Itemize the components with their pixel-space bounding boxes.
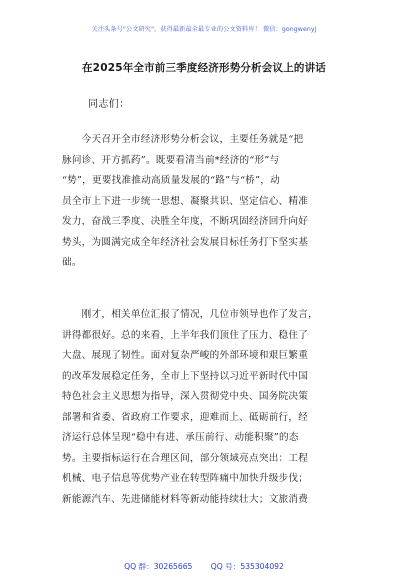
document-title: 在2025年全市前三季度经济形势分析会议上的讲话	[81, 62, 327, 74]
paragraph-line: 础。	[62, 257, 82, 268]
paragraph-line: 脉问诊、开方抓药”。既要看清当前*经济的“形”与	[62, 154, 280, 166]
paragraph-line: “势”，更要找准推动高质量发展的“路”与“桥”，动	[62, 175, 280, 186]
footer-qq-number: QQ 号：535304092	[210, 562, 284, 571]
paragraph-line: 员全市上下进一步统一思想、凝聚共识、坚定信心、精准	[62, 195, 309, 207]
paragraph-line: 今天召开全市经济形势分析会议，主要任务就是“把	[62, 134, 304, 145]
paragraph-line: 发力，奋战三季度、决胜全年度，不断巩固经济回升向好	[62, 216, 309, 227]
paragraph-line: 大盘、展现了韧性。面对复杂严峻的外部环境和艰巨繁重	[62, 350, 309, 361]
header-promo-note: 关注头条号"公文研究"，获得最新最全最专业的公文资料库！ 微信：gongwenyj	[91, 26, 317, 33]
paragraph-1	[62, 130, 346, 274]
paragraph-line: 的改革发展稳定任务，全市上下坚持以习近平新时代中国	[62, 370, 309, 382]
paragraph-line: 刚才，相关单位汇报了情况，几位市领导也作了发言，	[62, 309, 318, 320]
paragraph-line: 机械、电子信息等优势产业在转型阵痛中加快升级步伐；	[62, 473, 309, 484]
paragraph-2	[62, 305, 346, 510]
paragraph-line: 势。主要指标运行在合理区间，部分领域亮点突出：工程	[62, 452, 309, 464]
greeting: 同志们：	[88, 99, 130, 110]
footer-contact	[0, 561, 408, 572]
paragraph-line: 济运行总体呈现“稳中有进、承压前行、动能积聚”的态	[62, 432, 299, 443]
footer-qq-group: QQ 群：30265665	[124, 562, 193, 571]
paragraph-line: 部署和省委、省政府工作要求，迎难而上、砥砺前行，经	[62, 411, 309, 423]
paragraph-line: 讲得都很好。总的来看，上半年我们顶住了压力、稳住了	[62, 329, 309, 341]
paragraph-line: 新能源汽车、先进储能材料等新动能持续壮大；文旅消费	[62, 493, 309, 505]
paragraph-line: 势头，为圆满完成全年经济社会发展目标任务打下坚实基	[62, 236, 309, 248]
paragraph-line: 特色社会主义思想为指导，深入贯彻党中央、国务院决策	[62, 391, 309, 402]
